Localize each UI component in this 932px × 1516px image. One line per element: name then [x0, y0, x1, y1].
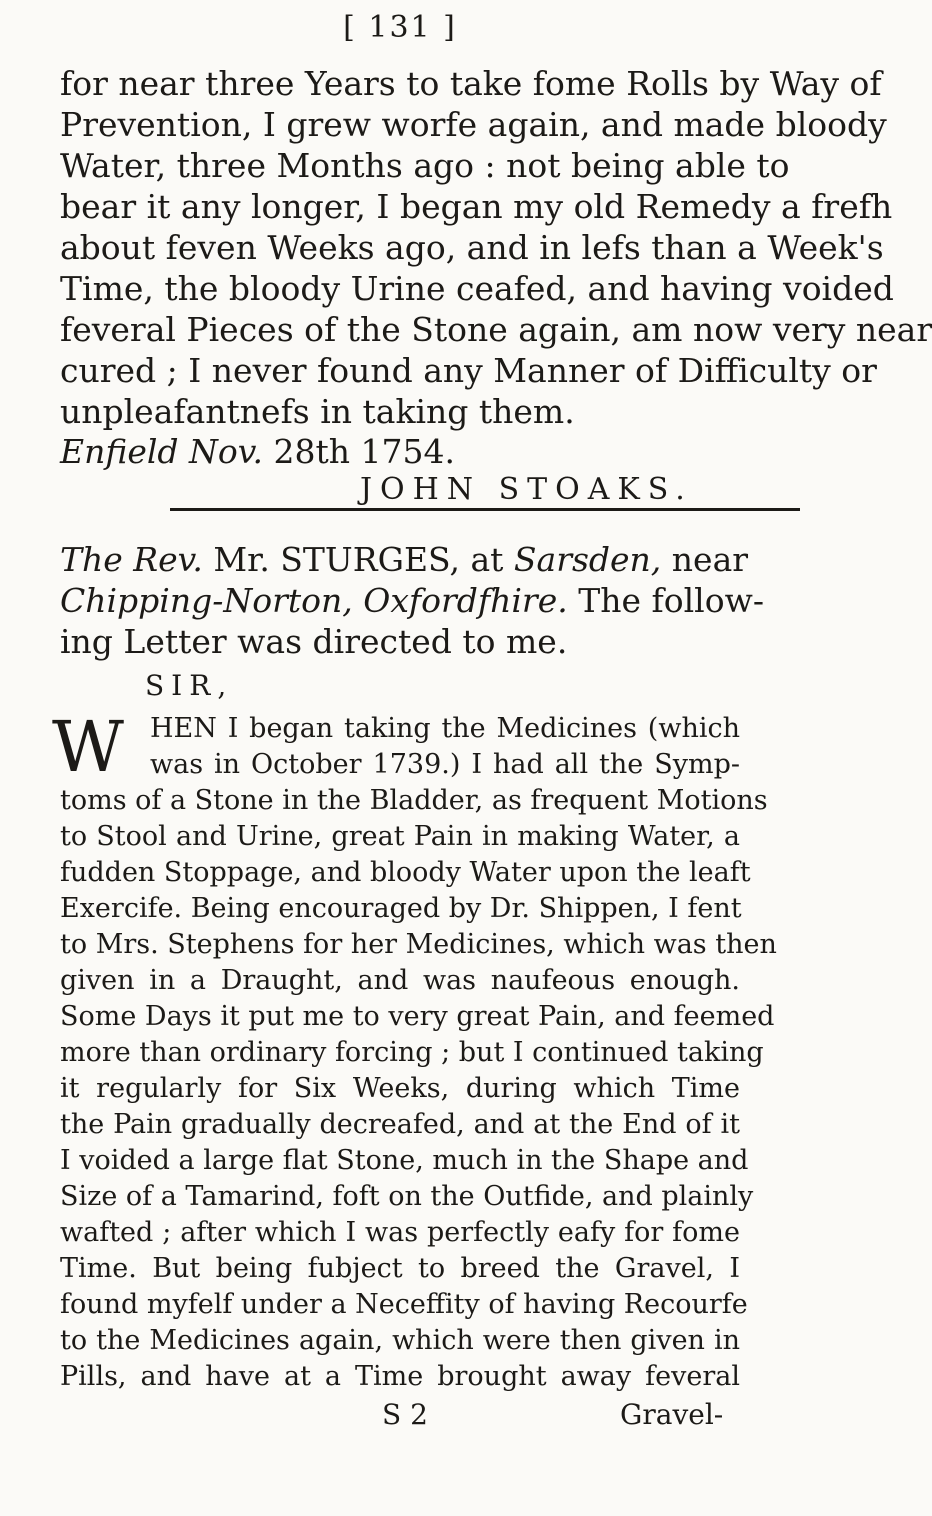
body-line: given in a Draught, and was naufeous enough.	[60, 965, 740, 996]
drop-cap: W	[52, 706, 124, 788]
text-line: about feven Weeks ago, and in lefs than a Week's	[60, 228, 884, 267]
body-line: wafted ; after which I was perfectly eafy for fome	[60, 1217, 740, 1248]
intro-line: ing Letter was directed to me.	[60, 622, 568, 661]
body-line: it regularly for Six Weeks, during which Time	[60, 1073, 740, 1104]
dateline	[60, 432, 740, 472]
intro-name: Mr. STURGES,	[213, 540, 460, 579]
catchword: Gravel-	[620, 1398, 724, 1431]
text-line: cured ; I never found any Manner of Difficulty or	[60, 351, 877, 390]
body-line: more than ordinary forcing ; but I continued taking	[60, 1037, 764, 1068]
section-divider	[170, 508, 800, 511]
text-line: Prevention, I grew worfe again, and made bloody	[60, 105, 887, 144]
body-line: to Stool and Urine, great Pain in making Water, a	[60, 821, 740, 852]
dateline-date: 28th 1754.	[273, 432, 455, 471]
text-line: unpleafantnefs in taking them.	[60, 392, 575, 431]
intro-title: The Rev.	[60, 540, 203, 579]
intro-place-2: Chipping-Norton, Oxfordfhire.	[60, 581, 568, 620]
intro-line	[60, 581, 764, 621]
text-line: Time, the bloody Urine ceafed, and having voided	[60, 269, 894, 308]
body-line: toms of a Stone in the Bladder, as frequent Motions	[60, 785, 768, 816]
page-number: [ 131 ]	[343, 10, 457, 45]
body-line: to Mrs. Stephens for her Medicines, which was then	[60, 929, 777, 960]
text-line: Water, three Months ago : not being able to	[60, 146, 790, 185]
intro-line	[60, 540, 749, 580]
body-line: was in October 1739.) I had all the Symp-	[150, 749, 740, 780]
intro-near: near	[671, 540, 749, 579]
text-line: feveral Pieces of the Stone again, am now very near	[60, 310, 932, 349]
body-line: HEN I began taking the Medicines (which	[150, 713, 740, 744]
text-line: bear it any longer, I began my old Remedy a frefh	[60, 187, 893, 226]
body-line: Size of a Tamarind, foft on the Outfide, and plainly	[60, 1181, 754, 1212]
body-line: fudden Stoppage, and bloody Water upon the leaft	[60, 857, 751, 888]
body-line: to the Medicines again, which were then given in	[60, 1325, 740, 1356]
salutation: SIR,	[145, 669, 234, 702]
intro-place: Sarsden,	[513, 540, 662, 579]
body-line: Time. But being fubject to breed the Gravel, I	[60, 1253, 740, 1284]
signature-mark: S 2	[382, 1398, 428, 1431]
body-line: Some Days it put me to very great Pain, and feemed	[60, 1001, 775, 1032]
body-line: Exercife. Being encouraged by Dr. Shippen, I fent	[60, 893, 742, 924]
body-line: Pills, and have at a Time brought away feveral	[60, 1361, 740, 1392]
text-line: for near three Years to take fome Rolls by Way of	[60, 64, 882, 103]
intro-rest: The follow-	[578, 581, 764, 620]
body-line: the Pain gradually decreafed, and at the End of it	[60, 1109, 740, 1140]
body-line: found myfelf under a Neceffity of having Recourfe	[60, 1289, 748, 1320]
intro-at: at	[470, 540, 504, 579]
body-line: I voided a large flat Stone, much in the Shape and	[60, 1145, 749, 1176]
dateline-place: Enfield Nov.	[60, 432, 264, 471]
signature: JOHN STOAKS.	[360, 472, 693, 507]
